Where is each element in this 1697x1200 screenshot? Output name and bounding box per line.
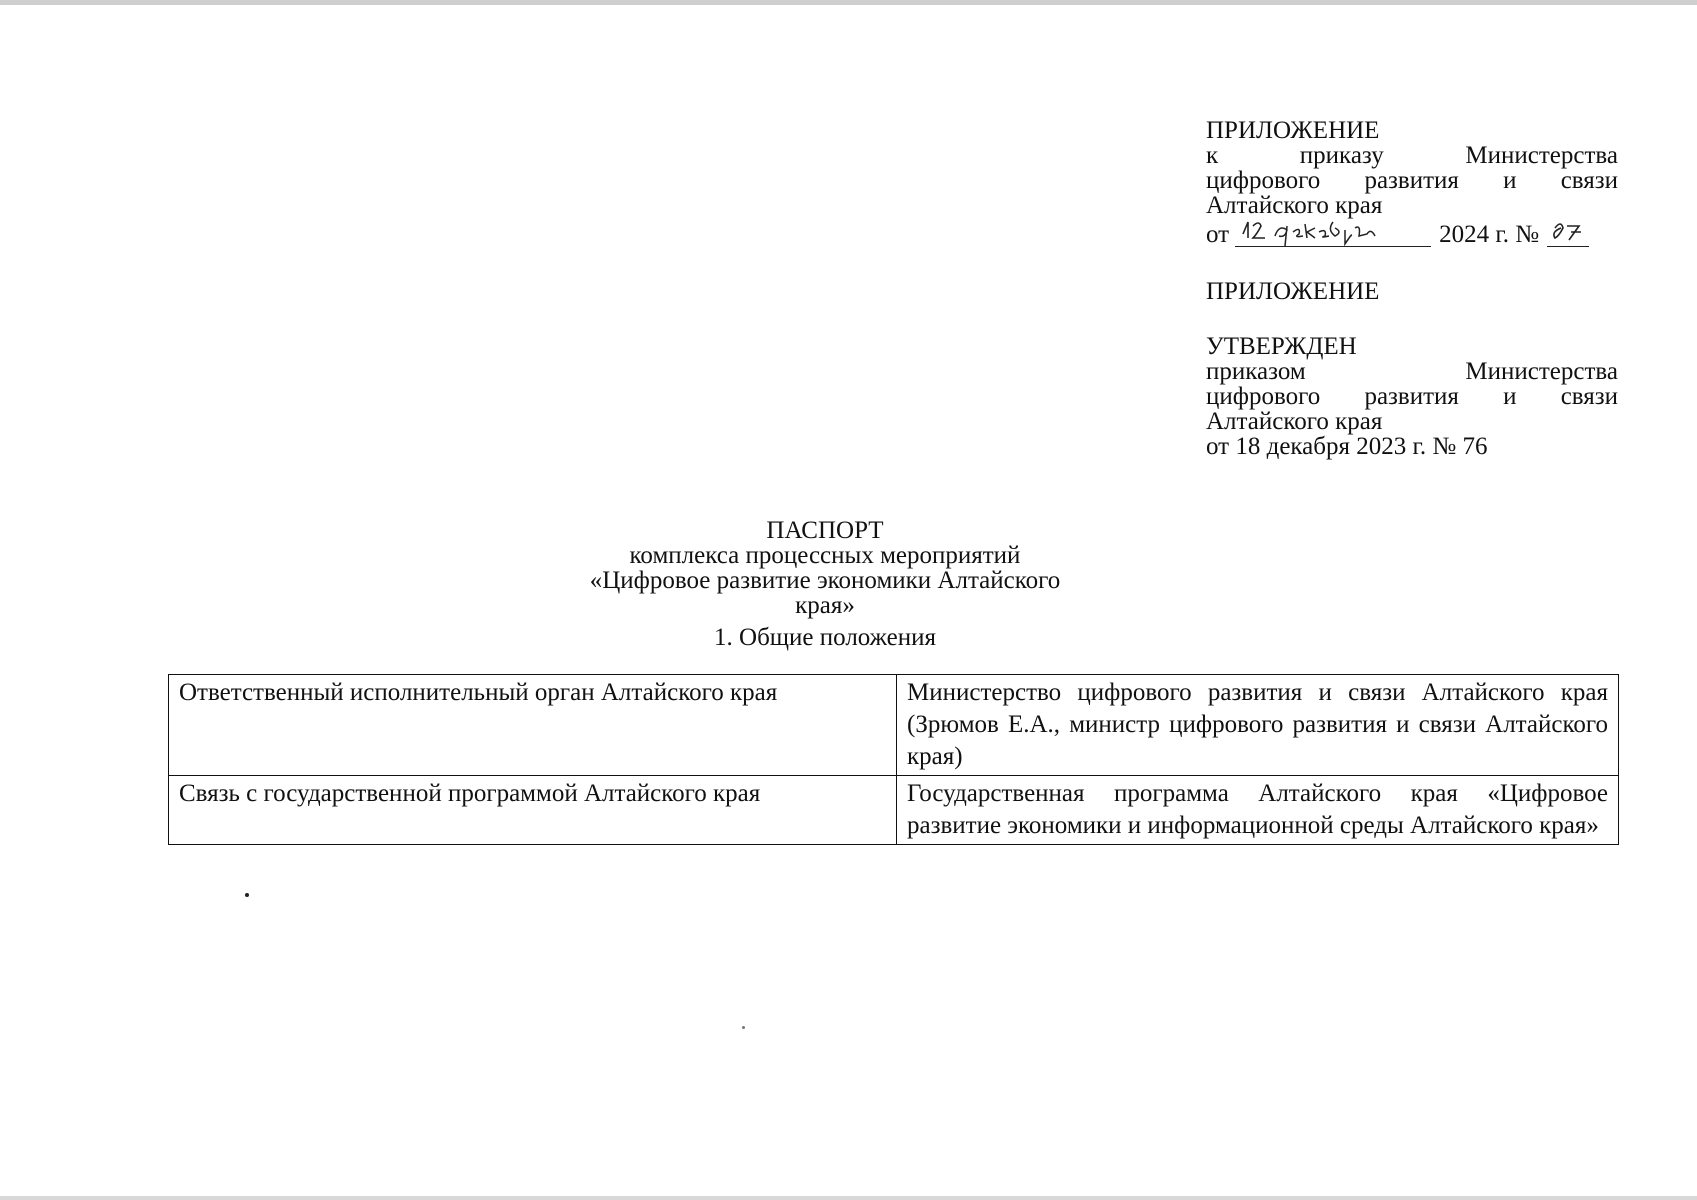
scan-speck (245, 893, 249, 897)
passport-title: ПАСПОРТ (766, 517, 884, 544)
passport-subtitle-1: комплекса процессных мероприятий (629, 542, 1021, 569)
appendix-header-2: ПРИЛОЖЕНИЕ (1206, 278, 1380, 305)
order-year: 2024 г. № (1439, 221, 1540, 248)
approved-line-4: от 18 декабря 2023 г. № 76 (1206, 433, 1488, 460)
approved-line-2: цифрового развития и связи (1206, 383, 1619, 410)
passport-subtitle-2: «Цифровое развитие экономики Алтайского края» (589, 567, 1061, 619)
approved-line-3: Алтайского края (1206, 408, 1383, 435)
passport-heading (560, 518, 1090, 618)
section-title: 1. Общие положения (714, 624, 936, 651)
approved-header: УТВЕРЖДЕН (1206, 333, 1357, 360)
handwritten-date (1235, 218, 1431, 247)
table-row (169, 675, 1619, 776)
table-row (169, 776, 1619, 845)
appendix-line-1: к приказу Министерства (1206, 142, 1618, 169)
appendix-line-3: Алтайского края (1206, 192, 1383, 219)
spacer (1206, 304, 1618, 334)
spacer (1206, 247, 1618, 279)
order-date-line (1206, 218, 1618, 247)
approved-line-1: приказом Министерства (1206, 358, 1618, 385)
approval-block (1206, 118, 1618, 459)
appendix-header: ПРИЛОЖЕНИЕ (1206, 117, 1380, 144)
scan-speck (742, 1026, 745, 1029)
handwritten-order-number (1547, 218, 1589, 247)
table-cell-value: Министерство цифрового развития и связи Алтайского края (Зрюмов Е.А., министр цифрового развития и связи Алтайского края) (897, 675, 1619, 776)
scan-top-edge (0, 0, 1697, 5)
scan-bottom-edge (0, 1196, 1697, 1200)
table-cell-label: Ответственный исполнительный орган Алтайского края (169, 675, 897, 776)
general-provisions-table (168, 674, 1619, 845)
appendix-line-2: цифрового развития и связи (1206, 167, 1619, 194)
order-prefix: от (1206, 221, 1230, 248)
table-cell-value: Государственная программа Алтайского края «Цифровое развитие экономики и информационной среды Алтайского края» (897, 776, 1619, 845)
table-cell-label: Связь с государственной программой Алтайского края (169, 776, 897, 845)
handwritten-date-signature (1235, 214, 1431, 248)
handwritten-number-signature (1547, 214, 1589, 248)
